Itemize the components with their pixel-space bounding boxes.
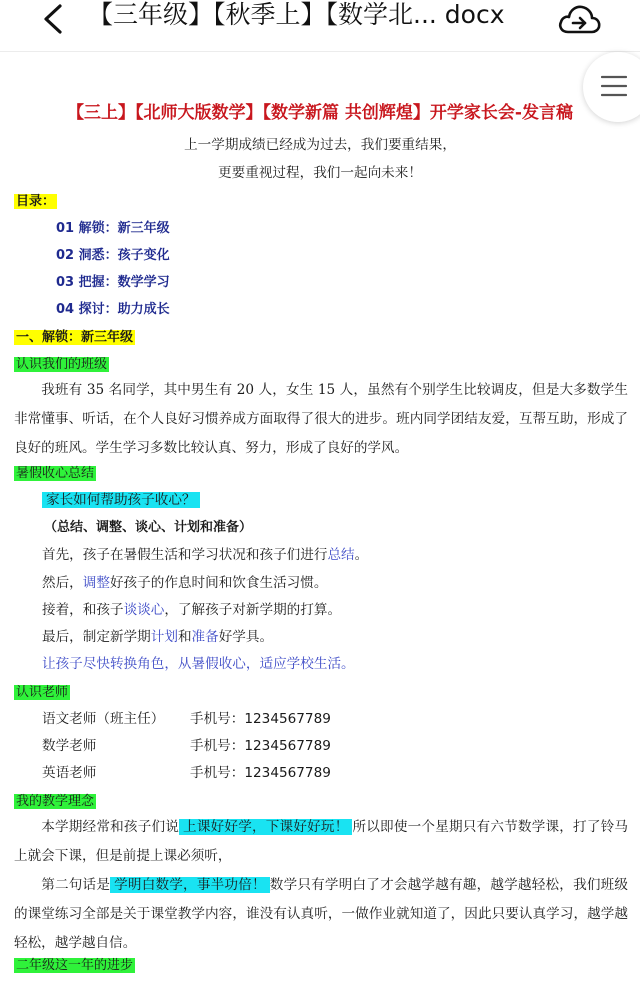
summer-keywords: （总结、调整、谈心、计划和准备） bbox=[44, 520, 253, 535]
back-button[interactable] bbox=[36, 2, 72, 42]
summer-goal: 让孩子尽快转换角色，从暑假收心，适应学校生活。 bbox=[42, 656, 355, 672]
teacher-role: 英语老师 bbox=[42, 765, 97, 781]
toc-label: 目录： bbox=[16, 194, 56, 209]
subsection-label: 二年级这一年的进步 bbox=[16, 958, 134, 973]
share-button[interactable] bbox=[556, 0, 602, 40]
toc-item: 04 探讨：助力成长 bbox=[56, 302, 170, 317]
document-heading: 【三上】【北师大版数学】【数学新篇 共创辉煌】开学家长会-发言稿 bbox=[67, 103, 573, 123]
subsection-label: 认识我们的班级 bbox=[16, 357, 108, 372]
chevron-left-icon bbox=[36, 2, 72, 42]
teacher-phone: 手机号：1234567789 bbox=[190, 738, 331, 754]
teacher-phone: 手机号：1234567789 bbox=[190, 765, 331, 781]
philosophy-paragraph-2: 第二句话是 学明白数学，事半功倍！ 数学只有学明白了才会越学越有趣，越学越轻松，我们班级的课堂练习全部是关于课堂教学内容，谁没有认真听，一做作业就知道了，因此只要认真学习，越学越轻松，越学越自信。 bbox=[14, 877, 629, 951]
step-1: 首先，孩子在暑假生活和学习状况和孩子们进行总结。 bbox=[42, 547, 369, 563]
subsection-label: 暑假收心总结 bbox=[16, 466, 95, 481]
step-2: 然后，调整好孩子的作息时间和饮食生活习惯。 bbox=[42, 575, 328, 591]
document-title: 【三年级】【秋季上】【数学北... docx bbox=[88, 0, 505, 29]
menu-icon bbox=[601, 74, 627, 98]
summer-question: 家长如何帮助孩子收心？ bbox=[42, 489, 200, 511]
step-4: 最后，制定新学期计划和准备好学具。 bbox=[42, 629, 274, 645]
subsection-label: 认识老师 bbox=[16, 685, 69, 700]
teacher-role: 数学老师 bbox=[42, 738, 97, 754]
top-bar bbox=[0, 0, 640, 52]
class-paragraph: 我班有 35 名同学，其中男生有 20 人，女生 15 人，虽然有个别学生比较调皮，但是大多数学生非常懂事、听话，在个人良好习惯养成方面取得了很大的进步。班内同学团结友爱，互帮互助，形成了良好的班风。学生学习多数比较认真、努力，形成了良好的学风。 bbox=[14, 382, 628, 456]
section-title: 一、解锁：新三年级 bbox=[16, 330, 134, 345]
intro-line-1: 上一学期成绩已经成为过去，我们要重结果， bbox=[184, 137, 456, 153]
toc-item: 01 解锁：新三年级 bbox=[56, 221, 170, 236]
teacher-role: 语文老师（班主任） bbox=[42, 711, 165, 727]
toc-item: 03 把握：数学学习 bbox=[56, 275, 170, 290]
philosophy-paragraph-1: 本学期经常和孩子们说 上课好好学，下课好好玩！ 所以即使一个星期只有六节数学课，打了铃马上就会下课，但是前提上课必须听， bbox=[14, 819, 629, 864]
toc-item: 02 洞悉：孩子变化 bbox=[56, 248, 170, 263]
step-3: 接着，和孩子谈谈心，了解孩子对新学期的打算。 bbox=[42, 602, 342, 618]
intro-line-2: 更要重视过程，我们一起向未来！ bbox=[218, 165, 422, 181]
cloud-share-icon bbox=[556, 0, 602, 40]
subsection-label: 我的教学理念 bbox=[16, 794, 95, 809]
teacher-phone: 手机号：1234567789 bbox=[190, 711, 331, 727]
